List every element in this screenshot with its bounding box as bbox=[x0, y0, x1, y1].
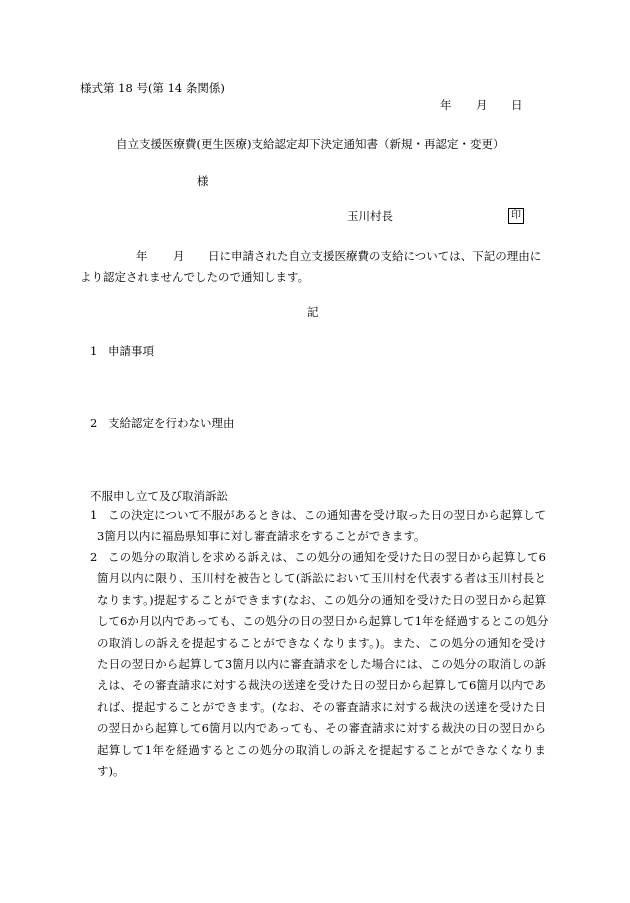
appeal-item-1-line: 3箇月以内に福島県知事に対し審査請求をすることができます。 bbox=[97, 529, 426, 544]
appeal-item-2-line: 箇月以内に限り、玉川村を被告として(訴訟において玉川村を代表する者は玉川村長と bbox=[97, 571, 546, 586]
appeal-item-2-number: 2 bbox=[90, 550, 98, 564]
section-1-number: 1 bbox=[90, 344, 98, 358]
body-month: 月 bbox=[173, 249, 185, 263]
document-title: 自立支援医療費(更生医療)支給認定却下決定通知書（新規・再認定・変更） bbox=[116, 137, 505, 151]
appeal-item-1-text bbox=[97, 505, 546, 548]
issuer-name: 玉川村長 bbox=[347, 209, 393, 223]
body-line1-rest: 日に申請された自立支援医療費の支給については、下記の理由に bbox=[208, 249, 542, 263]
date-month: 月 bbox=[476, 98, 488, 112]
appeal-item-2-line: の取消しの訴えを提起することができなくなります。)。また、この処分の通知を受け bbox=[97, 635, 546, 650]
addressee-suffix: 様 bbox=[197, 174, 209, 188]
appeal-item-1-number: 1 bbox=[90, 508, 98, 522]
section-1-label: 申請事項 bbox=[108, 344, 154, 358]
appeal-heading: 不服申し立て及び取消訴訟 bbox=[90, 489, 228, 503]
appeal-item-2-line: なります。)提起することができます(なお、この処分の通知を受けた日の翌日から起算 bbox=[97, 592, 546, 607]
section-2-label: 支給認定を行わない理由 bbox=[108, 416, 235, 430]
appeal-item-2-line: た日の翌日から起算して3箇月以内に審査請求をした場合には、この処分の取消しの訴 bbox=[97, 657, 546, 672]
appeal-item-2-line: えは、その審査請求に対する裁決の送達を受けた日の翌日から起算して6箇月以内であ bbox=[97, 678, 546, 693]
appeal-item-2-line: す)。 bbox=[97, 764, 125, 779]
form-number: 様式第 18 号(第 14 条関係) bbox=[80, 81, 225, 95]
date-year: 年 bbox=[440, 98, 452, 112]
section-2-number: 2 bbox=[90, 416, 98, 430]
appeal-item-1-line: この決定について不服があるときは、この通知書を受け取った日の翌日から起算して bbox=[108, 508, 546, 522]
appeal-item-2-line: の翌日から起算して6箇月以内であっても、その審査請求に対する裁決の日の翌日から bbox=[97, 721, 546, 736]
body-year: 年 bbox=[136, 249, 148, 263]
appeal-item-2-line: して6か月以内であっても、この処分の日の翌日から起算して1年を経過するとこの処分 bbox=[97, 614, 549, 629]
appeal-item-2-line: この処分の取消しを求める訴えは、この処分の通知を受けた日の翌日から起算して6 bbox=[108, 550, 546, 564]
date-day: 日 bbox=[511, 98, 523, 112]
ki-heading: 記 bbox=[307, 305, 319, 319]
body-line2: より認定されませんでしたので通知します。 bbox=[80, 270, 310, 284]
appeal-item-2-line: 起算して1年を経過するとこの処分の取消しの訴えを提起することができなくなりま bbox=[97, 742, 546, 757]
seal-mark: 印 bbox=[508, 208, 524, 224]
appeal-item-2-line: れば、提起することができます。(なお、その審査請求に対する裁決の送達を受けた日 bbox=[97, 699, 546, 714]
appeal-item-2-text bbox=[97, 547, 549, 782]
